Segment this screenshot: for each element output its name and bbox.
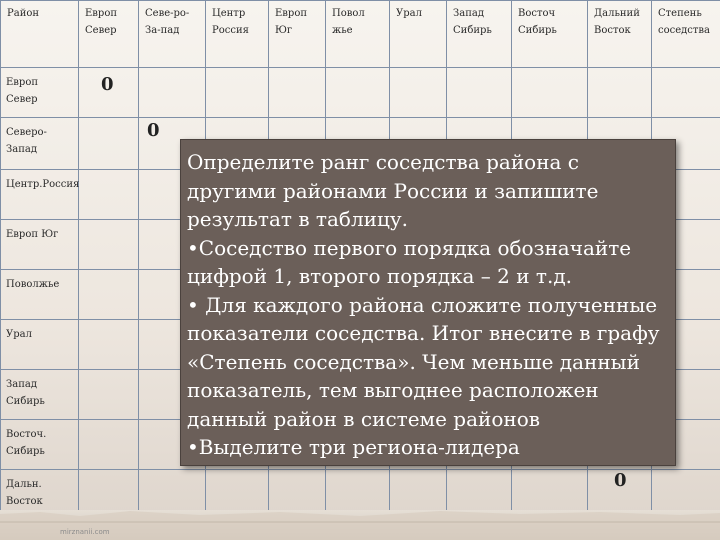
table-cell[interactable] bbox=[269, 68, 326, 118]
row-label: Европ Юг bbox=[1, 220, 79, 270]
instructions-box bbox=[180, 139, 676, 466]
diagonal-zero: 0 bbox=[614, 470, 627, 491]
watermark-text: mirznanii.com bbox=[60, 528, 110, 536]
table-cell[interactable] bbox=[206, 68, 269, 118]
table-cell[interactable] bbox=[79, 270, 139, 320]
header-cell: Район bbox=[1, 1, 79, 68]
table-cell[interactable] bbox=[79, 220, 139, 270]
table-cell[interactable] bbox=[652, 68, 720, 118]
table-cell[interactable] bbox=[79, 370, 139, 420]
header-cell: Восточ Сибирь bbox=[512, 1, 588, 68]
table-header-row bbox=[1, 1, 720, 68]
header-cell: Запад Сибирь bbox=[447, 1, 512, 68]
row-label: Центр.Россия bbox=[1, 170, 79, 220]
table-cell[interactable] bbox=[326, 68, 390, 118]
table-cell[interactable] bbox=[588, 68, 652, 118]
instruction-paragraph: •Соседство первого порядка обозначайте цифрой 1, второго порядка – 2 и т.д. bbox=[187, 235, 632, 288]
table-cell[interactable] bbox=[390, 68, 447, 118]
row-label: Европ Север bbox=[1, 68, 79, 118]
table-cell[interactable] bbox=[79, 420, 139, 470]
row-label: Северо-Запад bbox=[1, 118, 79, 170]
instruction-paragraph: Определите ранг соседства района с другими районами России и запишите результат в таблицу. bbox=[187, 150, 599, 231]
header-cell: Повол жье bbox=[326, 1, 390, 68]
table-cell[interactable] bbox=[447, 68, 512, 118]
table-cell[interactable] bbox=[79, 320, 139, 370]
header-cell: Европ Север bbox=[79, 1, 139, 68]
row-label: Запад Сибирь bbox=[1, 370, 79, 420]
header-cell: Севе-ро-За-пад bbox=[139, 1, 206, 68]
header-cell: Центр Россия bbox=[206, 1, 269, 68]
header-cell: Европ Юг bbox=[269, 1, 326, 68]
header-cell: Степень соседства bbox=[652, 1, 720, 68]
header-cell: Урал bbox=[390, 1, 447, 68]
header-cell: Дальний Восток bbox=[588, 1, 652, 68]
diagonal-zero[interactable]: 0 bbox=[139, 118, 206, 170]
table-cell[interactable] bbox=[139, 68, 206, 118]
table-cell[interactable] bbox=[512, 68, 588, 118]
instruction-paragraph: • Для каждого района сложите полученные показатели соседства. Итог внесите в графу «Степень соседства». Чем меньше данный показатель, тем выгоднее расположен данный район в системе районов bbox=[187, 292, 660, 431]
instruction-paragraph: •Выделите три региона-лидера bbox=[187, 435, 520, 459]
row-label: Дальн. Восток bbox=[1, 470, 79, 516]
table-cell[interactable] bbox=[79, 170, 139, 220]
diagonal-zero[interactable]: 0 bbox=[79, 68, 139, 118]
row-label: Урал bbox=[1, 320, 79, 370]
table-cell[interactable] bbox=[79, 118, 139, 170]
table-row bbox=[1, 68, 720, 118]
row-label: Восточ. Сибирь bbox=[1, 420, 79, 470]
row-label: Поволжье bbox=[1, 270, 79, 320]
